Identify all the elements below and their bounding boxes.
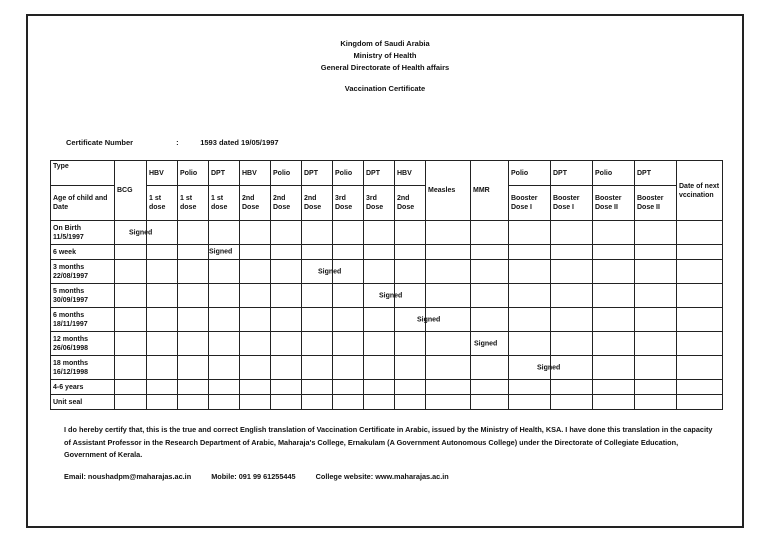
dose-label: 3rd Dose: [333, 186, 364, 221]
age-label: Age of child and Date: [51, 186, 115, 221]
booster-dose-label: Booster Dose II: [635, 186, 677, 221]
signed-mark: Signed: [537, 364, 561, 371]
signed-cell: [537, 356, 593, 380]
certification-statement: I do hereby certify that, this is the true and correct English translation of Vaccination Certificate in Arabic, issued by the Ministry of Health, KSA. I have done this translation in the capacity of Assistant Professor in the Research Department of Arabic, Maharaja's College, Ernakulam (A Government Autonomous College) under the Directorate of Collegiate Education, Government of Kerala.: [64, 425, 713, 460]
contact-line: [64, 472, 467, 481]
booster-header: DPT: [635, 161, 677, 186]
ministry-name: Ministry of Health: [353, 51, 417, 60]
header-row-dose: [51, 186, 723, 221]
age-cell: [51, 284, 115, 308]
dose-label: 2nd Dose: [302, 186, 333, 221]
age-date: 11/5/1997: [53, 233, 84, 241]
dose-label: 2nd Dose: [240, 186, 271, 221]
bcg-header: BCG: [115, 161, 147, 221]
mmr-header: MMR: [471, 161, 509, 221]
document-title: Vaccination Certificate: [344, 84, 426, 93]
vaccine-header: Polio: [271, 161, 302, 186]
dose-label: 2nd Dose: [271, 186, 302, 221]
age-date: 26/06/1998: [53, 344, 89, 352]
vaccine-header: Polio: [333, 161, 364, 186]
signed-mark: Signed: [379, 292, 403, 299]
age-name: 6 months: [53, 311, 85, 319]
table-row: [51, 380, 723, 395]
dose-label: 1 st dose: [147, 186, 178, 221]
age-cell: [51, 260, 115, 284]
booster-header: Polio: [509, 161, 551, 186]
age-cell: 6 week: [51, 245, 115, 260]
age-name: 3 months: [53, 263, 85, 271]
age-cell: [51, 308, 115, 332]
booster-dose-label: Booster Dose I: [551, 186, 593, 221]
table-row: [51, 356, 723, 380]
booster-header: Polio: [593, 161, 635, 186]
table-row: [51, 284, 723, 308]
certificate-number-line: [66, 138, 279, 147]
age-name: On Birth: [53, 224, 81, 232]
signed-mark: Signed: [474, 340, 498, 347]
certificate-number-label: Certificate Number: [66, 138, 134, 147]
table-row: [51, 260, 723, 284]
age-cell: [51, 332, 115, 356]
mobile-text: Mobile: 091 99 61255445: [211, 472, 296, 481]
vaccine-header: HBV: [147, 161, 178, 186]
booster-dose-label: Booster Dose II: [593, 186, 635, 221]
vaccine-header: DPT: [209, 161, 240, 186]
vaccine-header: DPT: [302, 161, 333, 186]
dose-label: 2nd Dose: [395, 186, 426, 221]
signed-mark: Signed: [209, 248, 233, 256]
email-text: Email: noushadpm@maharajas.ac.in: [64, 472, 192, 481]
certificate-number-value: 1593 dated 19/05/1997: [200, 138, 279, 147]
table-row: [51, 395, 723, 410]
signed-cell: [364, 284, 403, 308]
signed-mark: Signed: [129, 229, 153, 236]
header-row-type: [51, 161, 723, 186]
booster-dose-label: Booster Dose I: [509, 186, 551, 221]
website-text: College website: www.maharajas.ac.in: [315, 472, 449, 481]
signed-cell: [115, 221, 153, 245]
age-cell: Unit seal: [51, 395, 115, 410]
certificate-number-colon: :: [176, 138, 179, 147]
age-date: 30/09/1997: [53, 296, 89, 304]
age-date: 16/12/1998: [53, 368, 89, 376]
age-date: 22/08/1997: [53, 272, 89, 280]
vaccination-table: [50, 160, 723, 410]
directorate-name: General Directorate of Health affairs: [320, 63, 450, 72]
booster-header: DPT: [551, 161, 593, 186]
signed-cell: [302, 260, 342, 284]
certificate-document: [26, 14, 744, 528]
dose-label: 1 st dose: [178, 186, 209, 221]
dose-label: 1 st dose: [209, 186, 240, 221]
age-date: 18/11/1997: [53, 320, 88, 328]
type-label: Type: [51, 161, 115, 186]
signed-mark: Signed: [417, 316, 441, 323]
age-name: 5 months: [53, 287, 85, 295]
measles-header: Measles: [426, 161, 471, 221]
vaccine-header: HBV: [240, 161, 271, 186]
signed-cell: [471, 332, 509, 356]
country-name: Kingdom of Saudi Arabia: [340, 39, 430, 48]
age-name: 18 months: [53, 359, 89, 367]
age-cell: 4-6 years: [51, 380, 115, 395]
table-row: [51, 308, 723, 332]
table-row: [51, 332, 723, 356]
dose-label: 3rd Dose: [364, 186, 395, 221]
vaccine-header: HBV: [395, 161, 426, 186]
age-cell: [51, 221, 115, 245]
signed-mark: Signed: [318, 268, 342, 275]
document-header: [28, 38, 742, 95]
next-date-header: Date of next vccination: [677, 161, 723, 221]
age-cell: [51, 356, 115, 380]
signed-cell: [209, 245, 240, 260]
age-name: 12 months: [53, 335, 89, 343]
table-row: [51, 221, 723, 245]
table-row: [51, 245, 723, 260]
signed-cell: [395, 308, 441, 332]
vaccine-header: Polio: [178, 161, 209, 186]
vaccine-header: DPT: [364, 161, 395, 186]
